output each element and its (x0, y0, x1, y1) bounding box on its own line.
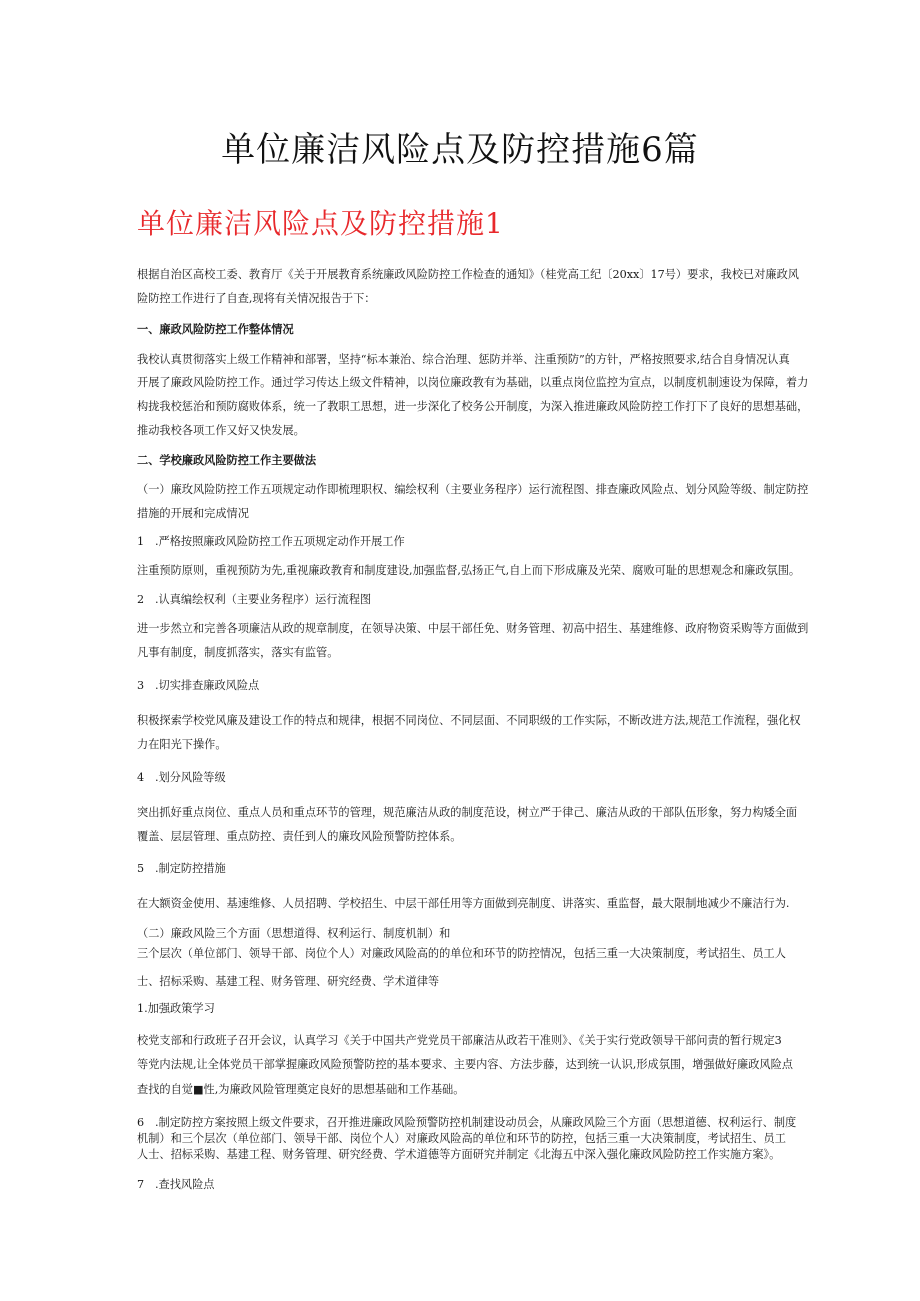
intro-line-2: 险防控工作进行了自查,现将有关情况报告于下： (137, 292, 376, 305)
sub-1-title: 1.加强政策学习 (137, 1002, 215, 1015)
item-3-title: .切实排查廉政风险点 (155, 679, 260, 692)
item-5-number: 5 (137, 862, 145, 875)
intro-line-1: 根据自治区高校工委、教育厅《关于开展教育系统廉政风险防控工作检查的通知》（桂党高工纪〔20xx〕17号）要求，我校已对廉政风 (137, 268, 799, 281)
item-2-heading (137, 592, 797, 608)
para1-line-2: 开展了廉政风险防控工作。通过学习传达上级文件精神，以岗位廉政教有为基础，以重点岗位监控为宣点，以制度机制速设为保障，着力 (137, 376, 809, 389)
item-4-text-line-2: 覆盖、层层管理、重点防控、责任到人的廉玫风险预警防控体系。 (137, 830, 462, 843)
para2-line-2: 措施的开展和完成情况 (137, 507, 249, 520)
para3-line-1: （二）廉政风险三个方面（思想道得、权利运行、制度机制）和 (137, 927, 451, 940)
item-5-title: .制定防控措施 (155, 862, 226, 875)
item-6-number: 6 (137, 1116, 145, 1129)
sub-1-text-line-3: 查找的自觉■性,为廉政风险管理奠定良好的思想基础和工作基础。 (137, 1083, 465, 1096)
item-1-text: 注重预防原则，重视预防为先,重视廉政教育和制度建设,加强监督,弘扬正气,自上而下形成廉及光荣、腐败可耻的思想观念和廉政氛围。 (137, 564, 801, 577)
item-3-heading (137, 678, 797, 694)
heading-1: 一、廉政风险防控工作整体情况 (137, 323, 294, 336)
item-1-heading (137, 534, 797, 550)
sub-1-text-line-1: 校党支部和行政班子召开会议，认真学习《关于中国共产党党员干部廉洁从政若干准则》、《关于实行党政领导干部问责的暂行规定3 (137, 1034, 782, 1047)
heading-2: 二、学校廉政风险防控工作主要做法 (137, 454, 317, 467)
item-3-text-line-2: 力在阳光下操作。 (137, 738, 227, 751)
item-4-title: .划分风险等级 (155, 771, 226, 784)
para3-line-3: 士、招标采购、基建工程、财务管理、研究经费、学术道律等 (137, 975, 440, 988)
item-3-number: 3 (137, 679, 145, 692)
para1-line-3: 构拢我校惩治和预防腐败体系，统一了教职工思想，进一步深化了校务公开制度，为深入推进廉政风险防控工作打下了良好的思想基础， (137, 400, 809, 413)
para2-line-1: （一）廉玫风险防控工作五项规定动作即梳理职权、编绘权利（主要业务程序）运行流程图、排查廉政风险点、划分风险等级、制定防控 (137, 483, 809, 496)
sub-1-text-line-2: 等党内法规,让全体党员干部掌握廉政风险预警防控的基本要求、主要内容、方法步藤，达到统一认识,形成氛围，增强做好廉政风险点 (137, 1058, 793, 1071)
item-2-title: .认真编绘权利（主要业务程序）运行流程图 (155, 593, 372, 606)
para3-line-2: 三个层次（单位部门、领导干部、岗位个人）对廉政风险高的的单位和环节的防控情况，包括三重一大决策制度，考试招生、员工人 (137, 947, 786, 960)
section-title: 单位廉洁风险点及防控措施1 (137, 207, 504, 240)
item-2-text-line-2: 凡事有制度，制度抓落实，落实有监管。 (137, 646, 339, 659)
item-6-line-2: 机制）和三个层次（单位部门、领导干部、岗位个人）对廉政风险高的单位和环节的防控，包括三重一大决策制度，考试招生、员工 (137, 1132, 786, 1145)
item-5-text: 在大额资金使用、基速维修、人员招聘、学校招生、中层干部任用等方面做到亮制度、讲落实、重监督，最大限制地减少不廉洁行为. (137, 897, 790, 910)
item-5-heading (137, 861, 797, 877)
item-6-text-first: .制定防控方案按照上级文件要求，召开推进廉政风险预警防控机制建设动员会，从廉政风险三个方面（思想道德、权利运行、制度 (155, 1116, 797, 1129)
item-2-number: 2 (137, 593, 145, 606)
para1-line-1: 我校认真贯彻落实上级工作精神和部署，坚持“标本兼治、综合治理、惩防并举、注重预防”的方针，严格按照要求,结合自身情况认真 (137, 353, 790, 366)
item-4-text-line-1: 突出抓好重点岗位、重点人员和重点环节的管理，规范廉洁从政的制度范设，树立严于律己、廉洁从政的干部队伍形象，努力构矮全面 (137, 806, 798, 819)
item-2-text-line-1: 进一步然立和完善各项廉洁从政的规章制度，在领导决策、中层干部任免、财务管理、初高中招生、基建维修、政府物资采购等方面做到 (137, 622, 809, 635)
main-title: 单位廉洁风险点及防控措施6篇 (221, 130, 699, 170)
item-7-heading (137, 1177, 797, 1193)
para1-line-4: 推动我校各项工作又好又快发展。 (137, 424, 305, 437)
item-1-title: .严格按照廉政风险防控工作五项规定动作开展工作 (155, 535, 405, 548)
item-6-line-1 (137, 1115, 797, 1131)
item-3-text-line-1: 积极探索学校党风廉及建设工作的特点和规律，根据不同岗位、不同层面、不同职级的工作实际，不断改进方法,规范工作流程，强化权 (137, 714, 801, 727)
item-1-number: 1 (137, 535, 145, 548)
item-7-number: 7 (137, 1178, 145, 1191)
item-4-heading (137, 770, 797, 786)
item-4-number: 4 (137, 771, 145, 784)
item-6-line-3: 人士、招标采购、基建工程、财务管理、研究经费、学术道德等方面研究并制定《北海五中深入强化廉政风险防控工作实施方案》。 (137, 1148, 781, 1161)
item-7-title: .查找风险点 (155, 1178, 215, 1191)
